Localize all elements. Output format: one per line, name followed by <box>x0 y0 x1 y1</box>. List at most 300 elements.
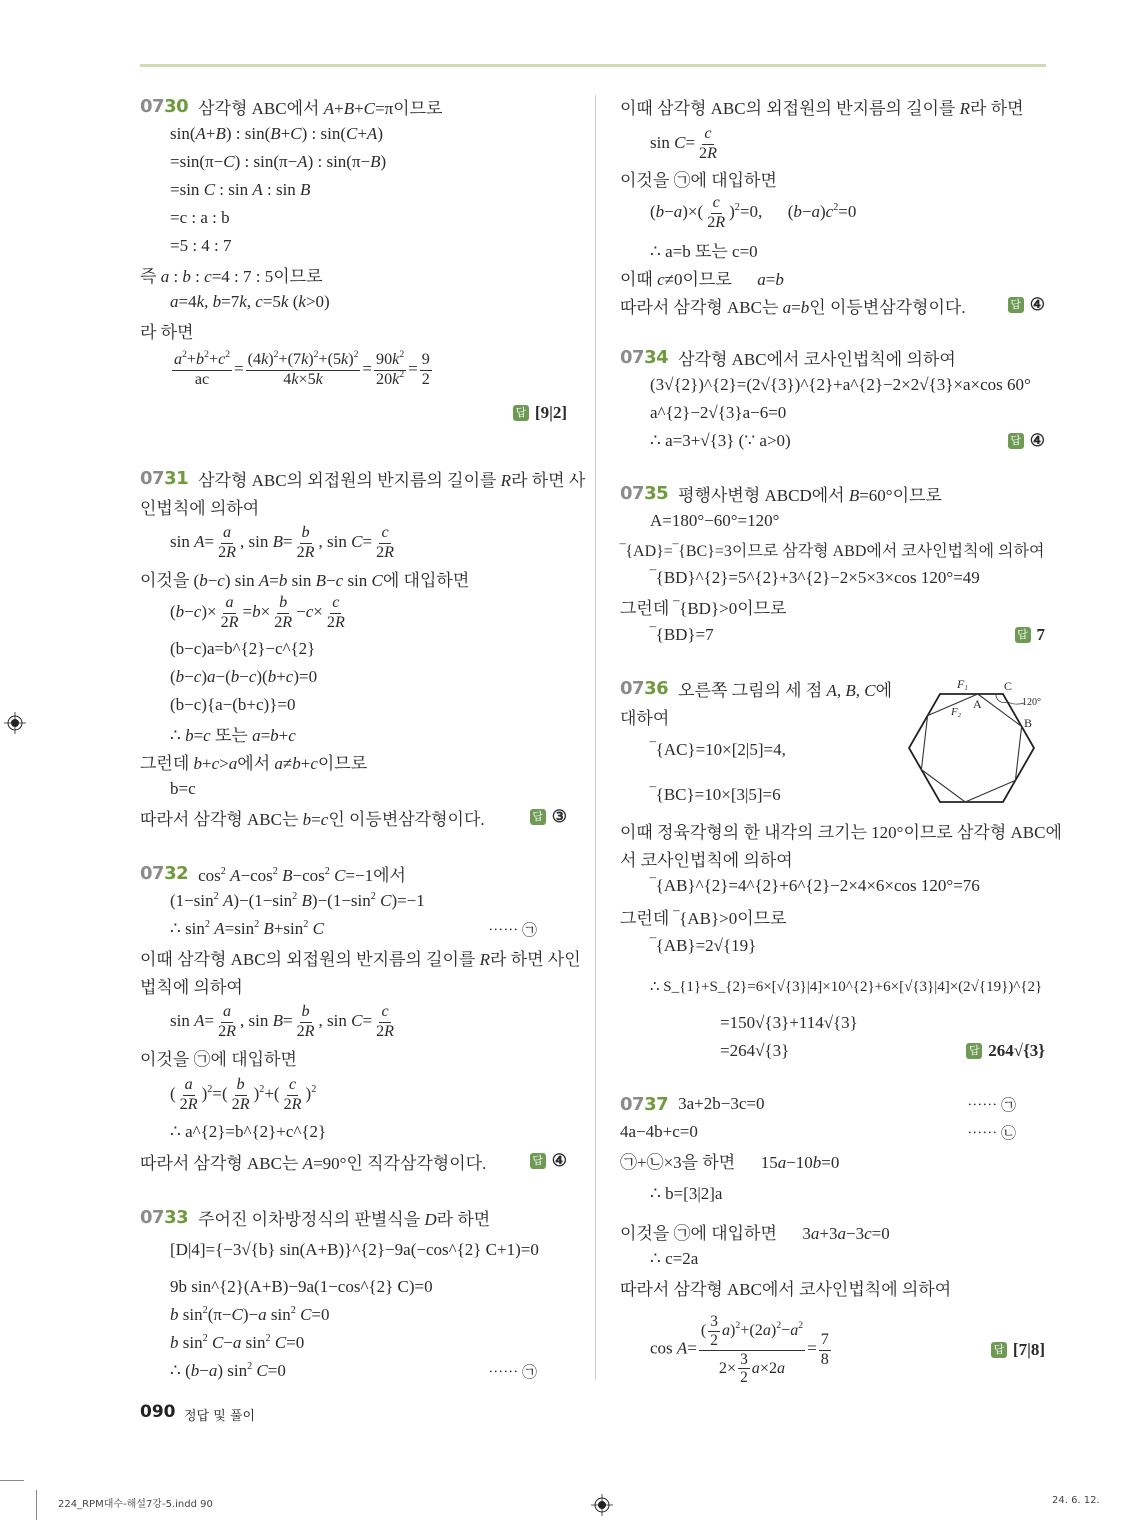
answer-value: 7 <box>1036 625 1045 644</box>
math-variable: B <box>300 180 311 199</box>
answer-value: ④ <box>1029 295 1045 314</box>
math-variable: C <box>211 1333 224 1352</box>
math-variable: c <box>305 601 314 621</box>
solution-line-text: ( $\frac{a}{2R}$ )$^2$=( $\frac{b}{2R}$ )$^2$+( $\frac{c}{2R}$ )$^2$ <box>170 1075 317 1113</box>
superscript: 2 <box>220 865 226 877</box>
math-variable: b <box>230 667 240 686</box>
solution-line <box>650 1174 722 1214</box>
math-variable: b <box>175 667 185 686</box>
answer-badge-icon: 답 <box>966 1043 982 1059</box>
superscript: 2 <box>272 865 278 877</box>
math-variable: c <box>704 124 712 142</box>
crop-mark <box>0 1480 24 1481</box>
numerator <box>287 1076 298 1096</box>
math-variable: b <box>800 297 810 317</box>
math-variable: k <box>315 370 323 388</box>
math-variable: A <box>302 1153 314 1173</box>
solution-line-text: ∴ a=3+√{3} (∵ a>0) <box>650 431 791 450</box>
print-filename: 224_RPM대수-해설7강-5.indd 90 <box>58 1499 213 1510</box>
answer-badge-icon: 답 <box>530 809 546 825</box>
math-variable: c <box>193 667 202 686</box>
numerator <box>330 594 341 614</box>
solution-line <box>140 558 469 598</box>
math-variable: b <box>212 292 222 311</box>
superscript: 2 <box>734 201 740 213</box>
solution-line-text: ∴ $\sin^2 A=\sin^2$ $B+\sin^2$ C <box>170 918 324 938</box>
numerator: ( $\frac{3}{2}$ $a)^2+(2a)^2-a^2$ <box>700 1313 804 1349</box>
problem-number-prefix: 07 <box>620 346 645 368</box>
solution-line <box>650 193 856 233</box>
subscript: 1 <box>964 684 968 693</box>
solution-line <box>140 965 243 1005</box>
math-variable: a <box>184 1075 193 1093</box>
problem-number-prefix: 07 <box>140 1206 165 1228</box>
denominator: 2R <box>283 1095 302 1113</box>
problem-number-prefix: 07 <box>140 467 165 489</box>
solution-line-text: ‾{AB}^{2}=4^{2}+6^{2}−2×4×6×cos 120°=76 <box>650 876 980 895</box>
math-variable: c <box>310 753 318 773</box>
math-variable: a <box>751 1359 760 1377</box>
denominator: 4k×5k <box>283 370 323 388</box>
solution-line-text: =sin C : sin A : sin B <box>170 180 311 199</box>
superscript: 2 <box>399 368 405 380</box>
solution-line-text: ∴ a=b 또는 c=0 <box>650 241 758 261</box>
math-variable: b <box>655 201 665 221</box>
solution-line <box>650 615 714 655</box>
math-variable: A <box>230 865 241 885</box>
fraction <box>374 524 396 562</box>
solution-line-text: sin A= $\frac{a}{2R}$ , sin B= $\frac{b}{2R}$ , sin C= $\frac{c}{2R}$ <box>170 1002 394 1040</box>
problem-number-suffix: 36 <box>644 677 669 699</box>
math-variable: c <box>217 570 225 590</box>
equation-tag: ⋯⋯ ㉡ <box>967 1125 1016 1142</box>
fraction <box>216 1003 238 1041</box>
solution-line-text: 이것을 ㉠에 대입하면 3a+3a−3c=0 <box>620 1223 890 1243</box>
solution-line <box>170 282 330 322</box>
math-variable: c <box>204 266 212 286</box>
math-variable: a <box>274 753 283 773</box>
math-variable: k <box>291 370 299 388</box>
math-variable: c <box>285 667 294 686</box>
answer <box>530 1136 567 1186</box>
answer-value: ③ <box>551 807 567 826</box>
math-variable: R <box>226 543 237 561</box>
problem-heading-text: 삼각형 ABC에서 코사인법칙에 의하여 <box>678 349 956 369</box>
math-variable: b <box>270 725 279 745</box>
superscript: 2 <box>225 349 231 361</box>
solution-line <box>170 1351 286 1391</box>
superscript: 2 <box>399 349 405 361</box>
math-variable: k <box>392 370 400 388</box>
solution-line <box>650 775 781 815</box>
solution-line-text: (b−c)× $\frac{a}{2R}$ =b× $\frac{b}{2R}$ −c× $\frac{c}{2R}$ <box>170 593 345 631</box>
math-variable: k <box>341 350 349 368</box>
problem-heading-text: 이때 삼각형 ABC의 외접원의 반지름의 길이를 R라 하면 <box>620 98 1024 118</box>
math-variable: a <box>837 1223 846 1243</box>
superscript: 2 <box>324 865 330 877</box>
answer <box>1008 416 1045 466</box>
math-variable: B <box>272 1010 283 1030</box>
math-variable: F <box>951 706 958 718</box>
math-variable: A <box>826 680 837 700</box>
label-a: A <box>973 697 982 711</box>
fraction <box>282 1076 304 1114</box>
math-variable: C <box>363 98 376 118</box>
answer-badge-icon: 답 <box>1008 297 1024 313</box>
denominator: 8 <box>820 1350 829 1368</box>
math-variable: b <box>279 593 288 611</box>
answer-value: 264√{3} <box>988 1041 1045 1060</box>
math-variable: c <box>381 523 389 541</box>
answer-value: [9|2] <box>534 403 567 422</box>
denominator: 2R <box>699 144 717 162</box>
math-variable: b <box>170 1305 179 1324</box>
numerator <box>300 1003 312 1023</box>
math-variable: b <box>775 269 784 289</box>
problem-number-prefix: 07 <box>620 677 645 699</box>
superscript: 2 <box>182 349 187 361</box>
math-variable: C <box>380 891 392 910</box>
math-variable: c <box>381 1002 389 1020</box>
problem-heading-text: 3a+2b−3c=0 <box>678 1094 765 1113</box>
math-variable: k <box>280 292 289 311</box>
answer <box>530 792 567 842</box>
denominator: 2R <box>296 543 315 561</box>
math-variable: C <box>334 865 346 885</box>
fraction <box>172 351 232 389</box>
solution-line-text: [D|4]={−3√{b} sin(A+B)}^{2}−9a(−cos^{2} C+1)=0 <box>170 1240 539 1259</box>
math-variable: A <box>252 180 263 199</box>
math-variable: k <box>239 292 247 311</box>
fraction <box>295 1003 317 1041</box>
math-variable: b <box>236 1075 245 1093</box>
math-variable: a <box>810 1223 820 1243</box>
math-variable: B <box>848 485 860 505</box>
math-variable: b <box>193 753 203 773</box>
math-variable: R <box>226 1022 237 1040</box>
math-variable: a <box>258 1305 267 1324</box>
solution-line-text: sin(A+B) : sin(B+C) : sin(C+A) <box>170 124 383 143</box>
math-variable: c <box>218 350 226 368</box>
denominator: $20k^2$ <box>376 368 405 388</box>
solution-line-text: 서 코사인법칙에 의하여 <box>620 850 793 870</box>
math-variable: a <box>206 667 216 686</box>
math-variable: R <box>959 98 971 118</box>
denominator: 2R <box>376 1022 394 1040</box>
numerator: $(4k)^2+(7k)^2+(5k)^2$ <box>246 351 361 371</box>
math-variable: C <box>203 180 216 199</box>
math-variable: c <box>712 193 720 211</box>
math-variable: R <box>187 1095 198 1113</box>
math-variable: c <box>288 725 296 745</box>
problem-number-prefix: 07 <box>620 482 645 504</box>
solution-line-text: (b−c){a−(b+c)}=0 <box>170 695 296 714</box>
math-variable: b <box>182 266 191 286</box>
solution-line <box>140 797 485 837</box>
problem-number-suffix: 34 <box>644 346 669 368</box>
problem-heading-text: 주어진 이차방정식의 판별식을 D라 하면 <box>198 1209 491 1229</box>
label-b: B <box>1024 716 1033 730</box>
math-variable: C <box>274 1333 287 1352</box>
solution-line <box>620 285 966 325</box>
problem-heading-text: $\cos^2 A-\cos^2$ $B-\cos^2$ C=−1에서 <box>198 865 406 885</box>
fraction <box>219 594 241 632</box>
math-variable: C <box>231 1305 243 1324</box>
solution-line-text: ‾{AB}=2√{19} <box>650 936 757 955</box>
math-variable: B <box>343 98 355 118</box>
solution-line-text: 4a−4b+c=0 <box>620 1122 698 1141</box>
math-variable: a <box>721 1322 731 1340</box>
superscript: 2 <box>353 349 359 361</box>
outer-hexagon <box>909 694 1034 802</box>
math-variable: a <box>225 593 234 611</box>
numerator: 9 <box>420 351 432 371</box>
math-variable: a <box>782 297 792 317</box>
superscript: 2 <box>204 918 210 930</box>
math-variable: b <box>812 1152 822 1172</box>
solution-line-text: 따라서 삼각형 ABC에서 코사인법칙에 의하여 <box>620 1279 952 1299</box>
math-variable: a <box>174 350 183 368</box>
math-variable: A <box>676 1338 688 1358</box>
math-variable: b <box>301 1002 310 1020</box>
numerator: $90k^2$ <box>374 351 406 371</box>
solution-line-text: =5 : 4 : 7 <box>170 236 232 255</box>
math-variable: k <box>196 292 205 311</box>
math-variable: R <box>384 543 394 561</box>
math-variable: A <box>194 1010 205 1030</box>
superscript: 2 <box>247 1360 253 1372</box>
problem-heading-text: 삼각형 ABC의 외접원의 반지름의 길이를 R라 하면 사 <box>198 470 586 490</box>
numerator: 7 <box>819 1331 831 1351</box>
page-number: 090 <box>140 1402 176 1422</box>
superscript: 2 <box>735 1320 741 1332</box>
solution-line-text: ㉠+㉡×3을 하면 15a−10b=0 <box>620 1152 840 1172</box>
math-variable: A <box>258 570 270 590</box>
math-variable: c <box>193 601 202 621</box>
superscript: 2 <box>311 1083 317 1095</box>
math-variable: b <box>196 350 205 368</box>
solution-line-text: sin C= $\frac{c}{2R}$ <box>650 124 717 162</box>
denominator: ac <box>194 370 210 388</box>
superscript: 2 <box>273 349 279 361</box>
answer-badge-icon: 답 <box>1015 627 1031 643</box>
solution-line-text: 9b sin^{2}(A+B)−9a(1−cos^{2} C)=0 <box>170 1277 433 1296</box>
numerator <box>300 524 312 544</box>
answer <box>991 1325 1045 1375</box>
math-variable: C <box>223 152 235 171</box>
math-variable: R <box>228 613 239 631</box>
math-variable: C <box>345 124 358 143</box>
fraction <box>374 1003 396 1041</box>
solution-line-text: a=4k, b=7k, c=5k (k>0) <box>170 292 330 311</box>
denominator: 2 <box>710 1331 718 1349</box>
math-variable: b <box>170 1333 179 1352</box>
problem-number-suffix: 32 <box>164 862 189 884</box>
math-variable: B <box>282 865 293 885</box>
math-variable: a <box>223 1002 232 1020</box>
math-variable: b <box>793 201 802 221</box>
problem-heading-text: 평행사변형 ABCD에서 B=60°이므로 <box>678 485 942 505</box>
solution-line-text: ∴ b=[3|2]a <box>650 1184 723 1203</box>
math-variable: a <box>232 1333 242 1352</box>
solution-line-text: a^{2}−2√{3}a−6=0 <box>650 403 787 422</box>
fraction <box>216 524 238 562</box>
solution-line-text: 이것을 (b−c) sin A=b sin B−c sin C에 대입하면 <box>140 570 470 590</box>
solution-line-text: =150√{3}+114√{3} <box>720 1013 858 1032</box>
math-variable: c <box>211 753 220 773</box>
solution-line-text: 이때 삼각형 ABC의 외접원의 반지름의 길이를 R라 하면 사인 <box>140 949 581 969</box>
crop-mark <box>36 1490 37 1520</box>
solution-line-text: ∴ (b−a) $\sin^2 C=0$ <box>170 1360 286 1380</box>
math-variable: a <box>160 266 170 286</box>
solution-line-text: ($1-\sin^2$ $A)-(1-\sin^2$ $B)-(1-\sin^2$ C)=−1 <box>170 890 425 910</box>
fraction <box>420 351 432 389</box>
math-variable: A <box>214 919 225 938</box>
answer-badge-icon: 답 <box>991 1342 1007 1358</box>
math-variable: b <box>302 809 312 829</box>
superscript: 2 <box>213 890 219 902</box>
solution-line-text: 따라서 삼각형 ABC는 A=90°인 직각삼각형이다. <box>140 1153 487 1173</box>
solution-line-text: 그런데 ‾{BD}>0이므로 <box>620 598 787 618</box>
solution-line <box>170 1002 398 1042</box>
math-variable: a <box>790 1322 799 1340</box>
fraction <box>374 351 406 389</box>
denominator: 2R <box>179 1095 198 1113</box>
math-variable: C <box>351 531 363 551</box>
equation-tag: ⋯⋯ ㉠ <box>488 1364 537 1381</box>
solution-line-text: ∴ b=c 또는 a=b+c <box>170 725 296 745</box>
math-variable: c <box>288 1075 297 1093</box>
problem-number-suffix: 30 <box>164 95 189 117</box>
solution-line-text: b $\sin^2 C-a$ $\sin^2 C=0$ <box>170 1332 305 1352</box>
math-variable: k <box>392 350 400 368</box>
solution-line <box>170 350 434 390</box>
answer-badge-icon: 답 <box>513 405 529 421</box>
math-variable: b <box>190 1361 200 1380</box>
solution-line-text: 따라서 삼각형 ABC는 a=b인 이등변삼각형이다. <box>620 297 966 317</box>
solution-line-text: ‾{AC}=10×[2|5]=4, <box>650 740 786 759</box>
fraction <box>819 1331 831 1369</box>
solution-line-text: =c : a : b <box>170 208 230 227</box>
solution-line <box>650 926 756 966</box>
math-variable: b <box>185 725 194 745</box>
math-variable: b <box>278 570 288 590</box>
solution-line-text: (3√{2})^{2}=(2√{3})^{2}+a^{2}−2×2√{3}×a×cos 60° <box>650 375 1031 394</box>
math-variable: B <box>270 124 281 143</box>
math-variable: a <box>208 1361 218 1380</box>
denominator: 2R <box>220 613 239 631</box>
math-variable: A <box>195 124 206 143</box>
math-variable: a <box>223 523 232 541</box>
solution-line <box>650 966 1042 1006</box>
math-variable: k <box>261 350 269 368</box>
inner-hexagon <box>921 694 1021 802</box>
answer <box>513 388 567 438</box>
solution-line <box>140 1037 297 1077</box>
solution-line <box>140 1141 486 1181</box>
solution-line-text: 그런데 b+c>a에서 a≠b+c이므로 <box>140 753 368 773</box>
solution-line-text: 대하여 <box>620 708 670 728</box>
problem-number-suffix: 37 <box>644 1093 669 1115</box>
math-variable: R <box>282 613 293 631</box>
solution-line-text: (b−c)a−(b−c)(b+c)=0 <box>170 667 318 686</box>
fraction <box>178 1076 200 1114</box>
fraction <box>699 1313 805 1387</box>
solution-line-text: (b−a)×( $\frac{c}{2R}$ )$^2$=0, $(b-a)c^2=0$ <box>650 193 857 231</box>
math-variable: c <box>203 725 211 745</box>
math-variable: R <box>304 1022 315 1040</box>
math-variable: A <box>297 152 308 171</box>
superscript: 2 <box>202 1304 208 1316</box>
math-variable: B <box>263 919 274 938</box>
solution-line-text: ‾{BC}=10×[3|5]=6 <box>650 785 781 804</box>
numerator: 3 <box>710 1313 718 1331</box>
math-variable: c <box>248 667 257 686</box>
label-f2 <box>951 706 961 718</box>
denominator: 2R <box>218 543 237 561</box>
math-variable: A <box>366 124 378 143</box>
math-variable: b <box>301 523 310 541</box>
superscript: 2 <box>833 201 839 213</box>
solution-line-text: =264√{3} <box>720 1041 790 1060</box>
problem-number-suffix: 33 <box>164 1206 189 1228</box>
math-variable: a <box>762 1322 771 1340</box>
solution-line <box>170 593 349 633</box>
answer-badge-icon: 답 <box>1008 433 1024 449</box>
solution-line-text: A=180°−60°=120° <box>650 511 780 530</box>
solution-line-text: b $\sin^2(\pi-C)-a$ $\sin^2 C=0$ <box>170 1304 330 1324</box>
math-variable: b <box>292 753 301 773</box>
math-variable: c <box>657 269 665 289</box>
math-variable: C <box>312 919 324 938</box>
solution-line-text: 인법칙에 의하여 <box>140 498 260 518</box>
answer-value: ④ <box>1029 431 1045 450</box>
fraction <box>295 524 317 562</box>
solution-line <box>650 1313 833 1387</box>
numerator <box>702 125 713 145</box>
math-variable: C <box>300 1305 312 1324</box>
math-variable: A <box>194 531 205 551</box>
registration-mark-icon <box>591 1494 613 1516</box>
solution-line <box>170 523 398 563</box>
superscript: 2 <box>259 1083 265 1095</box>
solution-line-text: ‾{AD}=‾{BC}=3이므로 삼각형 ABD에서 코사인법칙에 의하여 <box>620 542 1045 560</box>
problem-number-suffix: 35 <box>644 482 669 504</box>
solution-line-text: ‾{BD}^{2}=5^{2}+3^{2}−2×5×3×cos 120°=49 <box>650 568 980 587</box>
math-variable: k <box>298 292 306 311</box>
solution-line-text: 즉 a : b : c=4 : 7 : 5이므로 <box>140 266 323 286</box>
denominator: 2× $\frac{3}{2}$ a×2a <box>718 1350 786 1387</box>
fraction <box>738 1351 750 1387</box>
math-variable: a <box>777 1359 786 1377</box>
math-variable: R <box>291 1095 302 1113</box>
solution-line <box>650 730 786 770</box>
math-variable: B <box>845 680 856 700</box>
label-angle: 120° <box>1022 697 1041 708</box>
superscript: 2 <box>776 1320 782 1332</box>
math-variable: a <box>777 1152 787 1172</box>
math-variable: B <box>272 531 283 551</box>
superscript: 2 <box>292 890 298 902</box>
math-variable: R <box>715 213 726 231</box>
math-variable: k <box>301 350 309 368</box>
math-variable: C <box>256 1361 268 1380</box>
math-variable: b <box>199 570 208 590</box>
section-title: 정답 및 풀이 <box>184 1409 256 1424</box>
denominator: 2R <box>231 1095 250 1113</box>
top-rule <box>140 64 1046 67</box>
math-variable: B <box>315 570 327 590</box>
